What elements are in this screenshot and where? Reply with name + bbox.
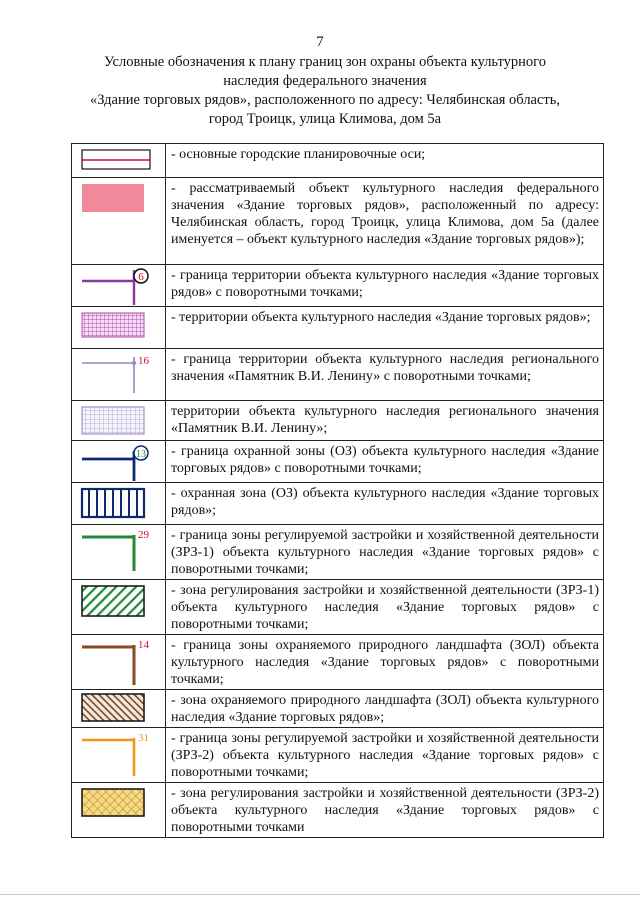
legend-row <box>72 349 604 401</box>
vertical-bars-symbol <box>72 483 166 525</box>
turn-point-label: 13 <box>136 449 146 460</box>
brown-boundary-symbol <box>72 635 166 690</box>
turn-point-label: 31 <box>138 732 149 744</box>
legend-table <box>71 143 604 838</box>
turn-point-label: 29 <box>138 529 149 541</box>
legend-text: - граница зоны охраняемого природного ландшафта (ЗОЛ) объекта культурного наследия «Здание торговых рядов» с поворотными точками; <box>171 638 599 687</box>
title-line: «Здание торговых рядов», расположенного по адресу: Челябинская область, <box>90 92 560 108</box>
document-title <box>60 53 590 129</box>
lilac-boundary-symbol <box>72 349 166 401</box>
legend-text: - граница охранной зоны (ОЗ) объекта культурного наследия «Здание торговых рядов» с поворотными точками; <box>171 444 599 476</box>
legend-row <box>72 525 604 580</box>
legend-row <box>72 635 604 690</box>
legend-text: - зона регулирования застройки и хозяйственной деятельности (ЗРЗ-1) объекта культурного наследия «Здание торговых рядов» с поворотными точками; <box>171 583 599 632</box>
purple-grid-symbol <box>72 307 166 349</box>
legend-row <box>72 178 604 265</box>
legend-row <box>72 401 604 441</box>
legend-row <box>72 441 604 483</box>
legend-text: - зона охраняемого природного ландшафта (ЗОЛ) объекта культурного наследия «Здание торговых рядов»; <box>171 693 599 725</box>
legend-text: - граница зоны регулируемой застройки и хозяйственной деятельности (ЗРЗ-2) объекта культурного наследия «Здание торговых рядов» с поворотными точками; <box>171 731 599 780</box>
red-axis-line-symbol <box>72 144 166 178</box>
turn-point-label: 14 <box>138 639 149 651</box>
legend-row <box>72 783 604 838</box>
legend-row <box>72 144 604 178</box>
legend-row <box>72 728 604 783</box>
page-edge-divider <box>0 894 640 895</box>
orange-crosshatch-symbol <box>72 783 166 838</box>
legend-row <box>72 307 604 349</box>
legend-text: - охранная зона (ОЗ) объекта культурного наследия «Здание торговых рядов»; <box>171 486 599 518</box>
brown-hatch-symbol <box>72 690 166 728</box>
legend-row <box>72 690 604 728</box>
title-line: наследия федерального значения <box>223 73 427 89</box>
legend-row <box>72 483 604 525</box>
legend-text: - рассматриваемый объект культурного наследия федерального значения «Здание торговых рядов», расположенный по адресу: Челябинская область, город Троицк, улица Климова, дом 5а (далее именуется – объект культурного наследия «Здание торговых рядов»); <box>171 181 599 247</box>
legend-text: - граница территории объекта культурного наследия «Здание торговых рядов» с поворотными точками; <box>171 268 599 300</box>
blue-boundary-symbol <box>72 441 166 483</box>
legend-row <box>72 580 604 635</box>
legend-text: территории объекта культурного наследия регионального значения «Памятник В.И. Ленину»; <box>171 404 599 436</box>
purple-boundary-symbol <box>72 265 166 307</box>
legend-text: - граница территории объекта культурного наследия регионального значения «Памятник В.И. Ленину» с поворотными точками; <box>171 352 599 384</box>
lilac-grid-symbol <box>72 401 166 441</box>
green-boundary-symbol <box>72 525 166 580</box>
orange-boundary-symbol <box>72 728 166 783</box>
legend-text: - территории объекта культурного наследия «Здание торговых рядов»; <box>171 310 591 325</box>
title-line: Условные обозначения к плану границ зон охраны объекта культурного <box>104 54 546 70</box>
legend-text: - зона регулирования застройки и хозяйственной деятельности (ЗРЗ-2) объекта культурного наследия «Здание торговых рядов» с поворотными точками <box>171 786 599 835</box>
turn-point-label: 16 <box>138 355 149 367</box>
turn-point-label: 6 <box>138 271 144 283</box>
title-line: город Троицк, улица Климова, дом 5а <box>208 111 442 127</box>
pink-fill-symbol <box>72 178 166 265</box>
green-hatch-symbol <box>72 580 166 635</box>
legend-row <box>72 265 604 307</box>
page-number: 7 <box>316 34 324 50</box>
legend-text: - основные городские планировочные оси; <box>171 147 426 162</box>
legend-text: - граница зоны регулируемой застройки и хозяйственной деятельности (ЗРЗ-1) объекта культурного наследия «Здание торговых рядов» с поворотными точками; <box>171 528 599 577</box>
